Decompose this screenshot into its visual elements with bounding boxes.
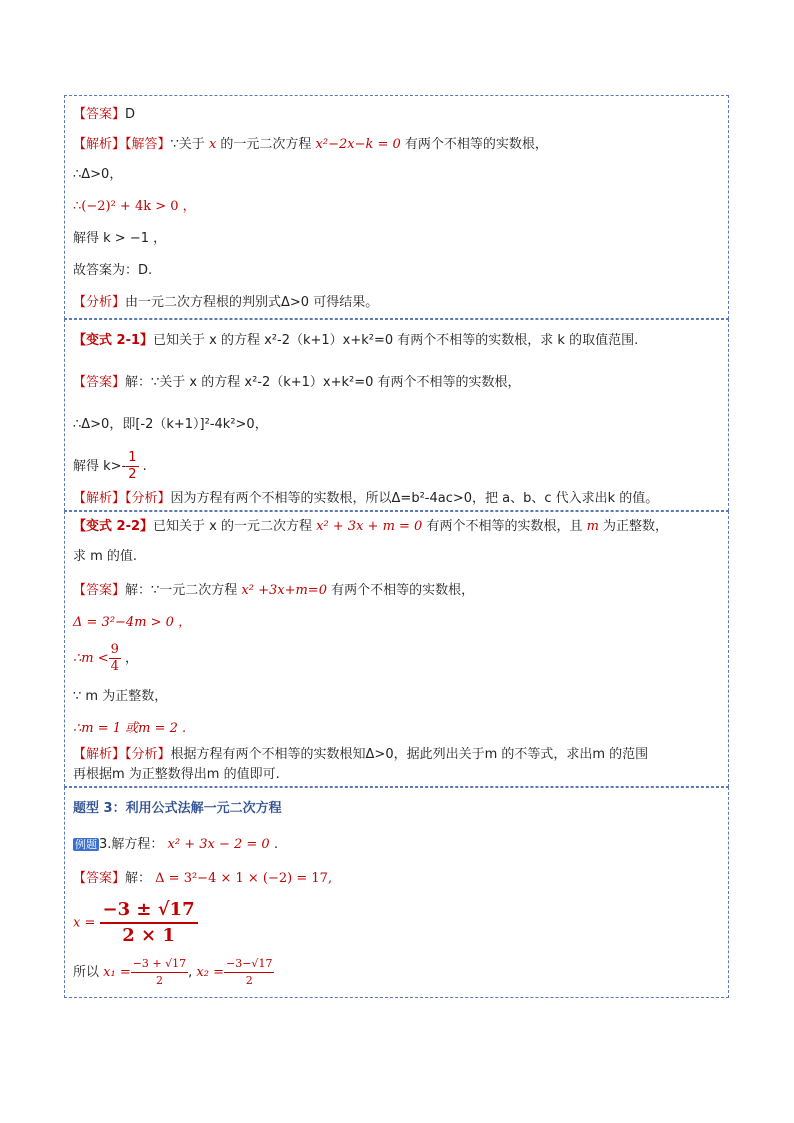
text: . (269, 837, 278, 852)
answer-tag: 【答案】 (73, 871, 126, 886)
math-var: x = (73, 915, 96, 931)
step-line: Δ = 3²−4m > 0 ， (73, 615, 192, 630)
result-line (73, 956, 274, 989)
fenxi-line (73, 490, 658, 508)
equation: x² + 3x − 2 = 0 (167, 837, 270, 852)
fraction (131, 956, 188, 989)
text: 解得 k>- (73, 459, 127, 474)
question-line (73, 332, 638, 350)
numerator: 9 (110, 642, 119, 657)
equation: x²−2x−k = 0 (315, 137, 401, 152)
quadratic-formula (100, 898, 198, 948)
text: 解：∵一元二次方程 (125, 583, 242, 598)
variant-tag: 【变式 2-1】 (73, 333, 154, 348)
step-line: ∴(−2)² + 4k > 0 ， (73, 199, 196, 214)
question-line-2: 求 m 的值. (73, 549, 138, 564)
equation: Δ = 3²−4 × 1 × (−2) = 17, (155, 871, 333, 886)
text: 解：∵关于 x 的方程 x²-2（k+1）x+k²=0 有两个不相等的实数根， (125, 375, 521, 390)
step-line: 故答案为：D. (73, 263, 153, 278)
text: 所以 (73, 965, 104, 980)
step-line: ∴Δ>0，即[-2（k+1）]²-4k²>0， (73, 417, 268, 432)
answer-line (73, 374, 521, 392)
example-badge: 例题 (75, 838, 97, 851)
text: 解： (125, 871, 156, 886)
fenxi-line (73, 746, 648, 764)
text: 已知关于 x 的一元二次方程 (153, 519, 317, 534)
step-line: ∴Δ>0， (73, 167, 123, 182)
numerator: −3 + √17 (131, 956, 188, 973)
answer-value: D (125, 107, 136, 122)
denominator: 2 (128, 467, 137, 482)
equation: x² +3x+m=0 (241, 583, 327, 598)
analysis-line (73, 136, 548, 154)
root-label: x₂ = (196, 965, 224, 980)
fraction (126, 450, 138, 483)
fenxi-line (73, 294, 378, 312)
fenxi-tag: 【分析】 (125, 491, 171, 506)
variant-tag: 【变式 2-2】 (73, 519, 154, 534)
math-var: x (208, 137, 217, 152)
step-line: ∵ m 为正整数， (73, 689, 168, 704)
fenxi-line-2: 再根据m 为正整数得出m 的值即可. (73, 767, 280, 782)
jiexi-tag: 【解析】 (73, 747, 126, 762)
text: 的一元二次方程 (216, 137, 316, 152)
step-line: 解得 k > −1 ， (73, 231, 167, 246)
math-var: m (586, 519, 599, 534)
answer-line (73, 106, 135, 124)
question-text: 已知关于 x 的方程 x²-2（k+1）x+k²=0 有两个不相等的实数根，求 k 的取值范围. (153, 333, 639, 348)
answer-tag: 【答案】 (73, 107, 126, 122)
equation: x² + 3x + m = 0 (316, 519, 423, 534)
numerator: −3−√17 (224, 956, 274, 973)
text: ∵关于 (170, 137, 209, 152)
numerator: 1 (128, 450, 137, 465)
jiexi-tag: 【解析】 (73, 491, 126, 506)
formula-line (73, 898, 198, 948)
text: 根据方程有两个不相等的实数根知Δ>0，据此列出关于m 的不等式，求出m 的范围 (170, 747, 649, 762)
text: 有两个不相等的实数根， (400, 137, 548, 152)
text: 3.解方程： (99, 837, 168, 852)
text: ， (120, 651, 139, 666)
fraction (109, 642, 121, 675)
section-title: 题型 3：利用公式法解一元二次方程 (73, 801, 282, 816)
step-line: ∴m = 1 或m = 2 . (73, 721, 187, 736)
example-box-3 (64, 787, 729, 998)
jieda-tag: 【解答】 (125, 137, 171, 152)
text: 由一元二次方程根的判别式Δ>0 可得结果。 (125, 295, 379, 310)
denominator: 2 (155, 974, 163, 987)
denominator: 2 (245, 974, 253, 987)
jiexi-tag: 【解析】 (73, 137, 126, 152)
text: 有两个不相等的实数根， (326, 583, 475, 598)
denominator: 4 (110, 659, 119, 674)
answer-line (73, 870, 332, 888)
question-line (73, 836, 278, 854)
answer-tag: 【答案】 (73, 375, 126, 390)
text: . (138, 459, 147, 474)
text: 因为方程有两个不相等的实数根，所以Δ=b²-4ac>0，把 a、b、c 代入求出k 的值。 (170, 491, 659, 506)
fraction (224, 956, 274, 989)
text: , (188, 965, 197, 980)
math-text: ∴m < (73, 651, 109, 666)
answer-box-1 (64, 95, 729, 319)
denominator: 2 × 1 (122, 925, 175, 946)
text: 为正整数， (598, 519, 669, 534)
variant-box-2-2 (64, 511, 729, 787)
numerator: −3 ± √17 (100, 898, 198, 924)
step-line (73, 450, 147, 483)
variant-box-2-1 (64, 319, 729, 511)
answer-tag: 【答案】 (73, 583, 126, 598)
text: 有两个不相等的实数根，且 (422, 519, 587, 534)
step-line (73, 642, 138, 675)
fenxi-tag: 【分析】 (73, 295, 126, 310)
answer-line (73, 582, 474, 600)
root-label: x₁ = (103, 965, 131, 980)
fenxi-tag: 【分析】 (125, 747, 171, 762)
question-line (73, 518, 668, 536)
